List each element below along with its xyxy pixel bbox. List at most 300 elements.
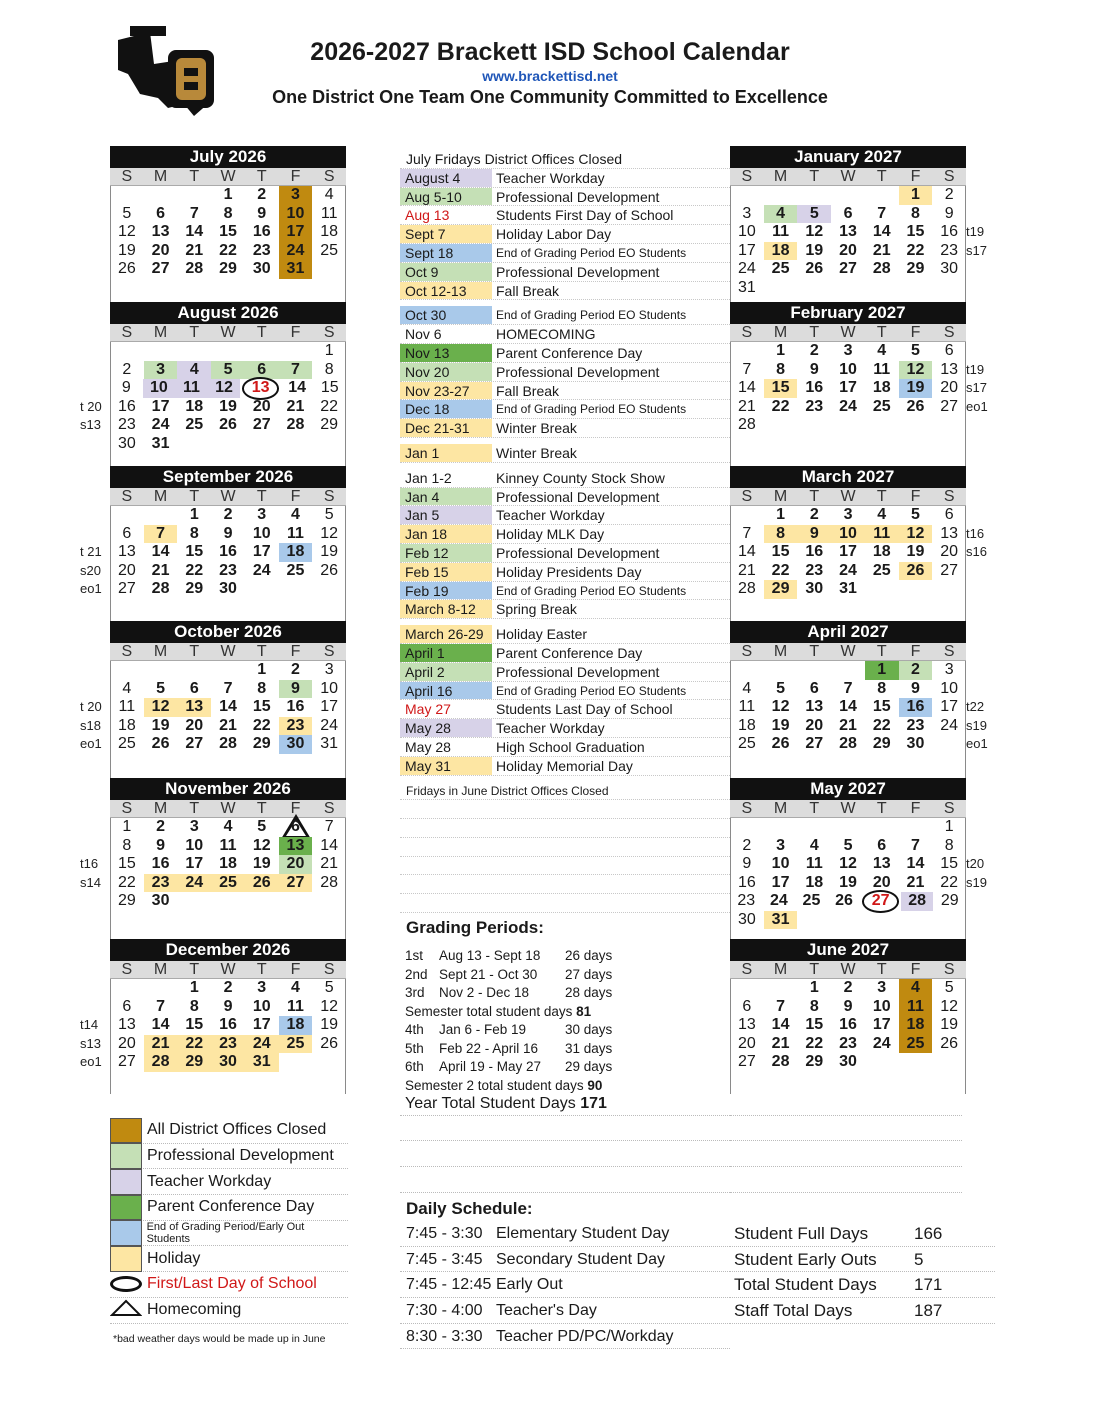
day-cell: 16 [219,1016,237,1033]
day-cell: 22 [219,241,237,259]
empty-cell [110,661,144,680]
empty-cell [865,416,899,435]
legend-label: Teacher Workday [147,1172,272,1190]
weekday-label: S [323,168,335,185]
day-cell: 6 [122,997,132,1015]
day-cell: 7 [742,360,752,378]
day-cell: 23 [279,717,313,736]
day-cell: 17 [252,543,271,560]
event-date: Aug 13 [405,207,450,224]
day-cell: 5 [911,506,920,523]
day-cell: 18 [899,1016,933,1035]
weekday-label: S [943,800,955,817]
week-row [110,543,346,562]
weekday-label: M [153,324,168,341]
day-cell: 22 [940,873,959,891]
day-cell: 5 [257,818,267,835]
weekday-label: W [840,168,856,185]
weekday-label: F [290,488,301,505]
empty-cell [764,661,798,680]
week-row [730,874,966,893]
weekday-label: M [773,961,788,978]
event-row [400,506,730,525]
day-cell: 17 [279,223,313,242]
weekday-label: T [189,800,200,817]
day-cell: 3 [324,661,334,678]
empty-cell [144,979,178,998]
day-cell: 29 [906,260,925,277]
grading-row [405,984,735,1003]
empty-cell [932,416,966,435]
event-row [400,682,730,701]
event-note: Fridays in June District Offices Closed [406,783,609,798]
day-cell: 5 [944,979,954,996]
day-cell: 27 [117,580,136,597]
day-cell: 11 [175,379,208,398]
week-row [110,525,346,544]
rule-line [730,1140,962,1141]
month-april-2027 [730,621,966,754]
day-cell: 16 [805,379,824,396]
month-title: May 2027 [730,778,966,800]
event-row [400,600,730,619]
day-cell: 1 [223,186,233,203]
total-value: 171 [914,1275,943,1295]
day-cell: 6 [843,204,853,222]
event-row [400,469,730,488]
week-row [730,698,966,717]
empty-cell [831,416,865,435]
schedule-row [400,1324,730,1350]
day-cell: 23 [211,1035,245,1054]
grading-row [405,947,735,966]
week-row [110,998,346,1017]
day-cell: 26 [219,416,237,433]
day-cell: 30 [219,580,237,597]
week-row [730,260,966,279]
event-row [400,488,730,507]
day-cell: 25 [737,735,756,752]
weekday-label: S [121,800,133,817]
color-swatch [110,1118,142,1144]
event-title: Professional Development [496,544,660,561]
weekday-label: S [741,961,753,978]
week-row [110,717,346,736]
week-row [110,398,346,417]
total-label: Student Early Outs [734,1249,877,1269]
empty-cell [312,892,346,911]
empty-cell [730,186,764,205]
event-row [400,700,730,719]
grading-cell: Sept 21 - Oct 30 [439,966,538,982]
empty-cell [279,435,313,454]
week-row [730,717,966,736]
empty-cell [899,416,933,435]
grading-cell: Feb 22 - April 16 [439,1040,539,1056]
empty-cell [899,911,933,930]
empty-cell [110,342,144,361]
attendance-note: t 21 [80,544,102,559]
weekday-header [730,488,966,506]
day-cell: 11 [865,525,899,544]
schedule-label: Teacher's Day [496,1302,597,1320]
total-label: Staff Total Days [734,1301,853,1321]
day-cell: 1 [865,661,899,680]
event-row [400,169,730,188]
day-cell: 30 [211,1053,245,1072]
week-row [110,698,346,717]
day-cell: 27 [279,874,313,893]
day-cell: 25 [185,416,204,433]
day-cell: 22 [771,397,790,415]
day-cell: 4 [877,506,887,523]
week-row [730,818,966,837]
rule-line [400,1192,730,1193]
attendance-note: s19 [966,874,987,890]
month-november-2026 [110,778,346,911]
week-row [730,525,966,544]
weekday-label: S [323,324,335,341]
attendance-note: eo1 [80,736,102,751]
empty-cell [245,580,279,599]
attendance-note: t16 [966,525,985,541]
empty-cell [764,279,798,298]
weekday-label: T [809,800,820,817]
rule-line [730,1115,962,1116]
day-cell: 14 [320,836,339,854]
day-cell: 10 [831,525,865,544]
day-cell: 1 [122,818,132,835]
weekday-header [110,800,346,818]
weekday-label: T [189,488,200,505]
event-title: Winter Break [496,444,577,461]
day-cell: 10 [252,524,271,542]
weekday-label: S [323,800,335,817]
week-row [730,1016,966,1035]
event-date: Sept 7 [400,225,492,243]
day-cell: 20 [940,379,959,396]
day-cell: 21 [906,873,925,891]
event-date: Jan 18 [400,525,492,543]
event-title: Parent Conference Day [496,344,643,361]
day-cell: 24 [252,561,271,579]
month-title: December 2026 [110,939,346,961]
month-may-2027 [730,778,966,929]
weekday-label: M [153,488,168,505]
week-row [730,661,966,680]
day-cell: 18 [737,716,756,734]
grading-cell: 29 days [565,1059,613,1074]
day-cell: 20 [872,873,891,891]
day-cell: 4 [291,979,300,996]
grading-total [405,1003,735,1022]
header [0,0,1100,150]
event-title: Holiday Easter [496,626,588,643]
event-date: Oct 9 [400,263,492,281]
empty-cell [899,279,933,298]
day-cell: 27 [185,735,204,752]
weekday-label: M [153,168,168,185]
schedule-row [400,1298,730,1324]
day-cell: 9 [843,997,853,1015]
day-cell: 31 [279,260,313,279]
weekday-label: F [910,800,921,817]
day-cell: 12 [144,698,178,717]
empty-cell [865,580,899,599]
grading-cell: 30 days [565,1022,613,1037]
empty-cell [797,818,831,837]
total-value: 166 [914,1224,943,1243]
month-october-2026 [110,621,346,754]
day-cell: 14 [872,223,891,240]
event-title: Teacher Workday [496,720,605,737]
total-label: Student Full Days [734,1224,869,1243]
day-cell: 23 [737,892,756,909]
weekday-label: W [220,168,236,185]
day-cell: 7 [911,836,920,854]
day-cell: 9 [223,524,233,542]
weekday-label: S [741,488,753,505]
empty-cell [144,186,178,205]
weekday-label: S [943,961,955,978]
weekday-label: F [290,643,301,660]
day-cell: 30 [839,1053,857,1070]
day-cell: 3 [877,979,887,996]
day-cell: 13 [242,377,279,400]
day-cell: 1 [776,506,786,523]
week-row [730,1035,966,1054]
day-cell: 7 [223,679,233,697]
event-title: Professional Development [496,363,660,380]
day-cell: 12 [899,361,933,380]
day-cell: 19 [320,543,339,560]
day-cell: 23 [117,416,136,433]
schedule-time: 8:30 - 3:30 [406,1327,483,1345]
weekday-label: W [220,643,236,660]
week-row [730,1053,966,1072]
weekday-label: T [256,643,267,660]
day-cell: 14 [839,698,857,715]
weekday-label: F [910,168,921,185]
event-date: Jan 1-2 [405,469,452,486]
weekday-label: F [910,324,921,341]
weekday-label: F [290,324,301,341]
event-row [400,282,730,301]
day-cell: 2 [809,506,819,523]
empty-cell [312,1053,346,1072]
event-row [400,644,730,663]
day-cell: 29 [252,735,271,752]
day-cell: 30 [252,260,271,277]
day-cell: 24 [839,561,857,579]
day-cell: 18 [117,716,136,734]
weekday-label: F [910,488,921,505]
event-title: Professional Development [496,188,660,205]
day-cell: 17 [839,543,857,560]
event-date: Oct 30 [400,306,492,324]
weekday-header [730,643,966,661]
blank-row [400,894,730,913]
event-title: Kinney County Stock Show [496,469,665,486]
day-cell: 21 [144,1035,178,1054]
weekday-label: F [290,168,301,185]
day-cell: 2 [809,342,819,359]
day-cell: 8 [877,679,887,697]
empty-cell [110,506,144,525]
day-cell: 13 [940,360,959,378]
day-cell: 18 [219,855,237,872]
week-row [110,1016,346,1035]
day-cell: 18 [185,397,204,415]
week-row [110,260,346,279]
day-cell: 30 [279,735,313,754]
weekday-label: S [121,643,133,660]
weekday-header [110,643,346,661]
event-row [400,757,730,776]
day-cell: 6 [944,506,954,523]
schedule-label: Teacher PD/PC/Workday [496,1327,674,1345]
day-cell: 10 [839,360,857,378]
event-note: July Fridays District Offices Closed [406,151,623,167]
week-row [110,416,346,435]
legend-label: Parent Conference Day [147,1198,315,1216]
event-title: Teacher Workday [496,169,605,186]
day-cell: 17 [940,698,959,715]
day-cell: 5 [797,205,831,224]
empty-cell [764,186,798,205]
month-title: June 2027 [730,939,966,961]
day-cell: 15 [906,223,925,240]
schedule-row [400,1272,730,1298]
week-row [110,1053,346,1072]
empty-cell [177,661,211,680]
weekday-label: W [840,800,856,817]
day-cell: 16 [805,543,824,560]
week-row [110,979,346,998]
day-cell: 13 [279,837,313,856]
day-cell: 17 [872,1016,891,1033]
weekday-header [730,961,966,979]
weekday-label: M [773,324,788,341]
day-cell: 20 [805,716,824,734]
weekday-label: T [189,324,200,341]
empty-cell [211,342,245,361]
day-cell: 25 [117,735,136,752]
month-title: August 2026 [110,302,346,324]
day-cell: 15 [185,1016,204,1033]
event-title: Teacher Workday [496,507,605,524]
day-cell: 18 [872,379,891,396]
weekday-label: T [256,800,267,817]
event-date: March 8-12 [400,600,492,618]
schedule-title: Daily Schedule: [406,1199,533,1218]
day-cell: 12 [117,223,136,240]
day-cell: 21 [737,397,756,415]
day-cell: 7 [189,204,199,222]
event-row [400,325,730,344]
day-cell: 15 [252,698,271,715]
attendance-note: t22 [966,699,985,714]
day-cell: 18 [805,873,824,891]
day-cell: 30 [737,910,756,928]
color-swatch [110,1220,142,1246]
schedule-row [400,1221,730,1247]
day-cell: 13 [117,1016,136,1033]
day-cell: 16 [839,1016,857,1033]
day-cell: 16 [286,698,305,715]
month-title: March 2027 [730,466,966,488]
event-title: Holiday MLK Day [496,526,605,543]
weekday-label: W [220,800,236,817]
empty-cell [797,186,831,205]
week-row [730,837,966,856]
day-cell: 27 [117,1053,136,1070]
website-link[interactable]: www.brackettisd.net [482,68,618,84]
attendance-note: eo1 [966,398,988,414]
attendance-note: s19 [966,717,987,733]
weekday-label: T [809,168,820,185]
day-cell: 14 [219,698,237,715]
weekday-label: T [876,800,887,817]
grading-row [405,1058,735,1077]
empty-cell [144,661,178,680]
day-cell: 1 [324,342,334,359]
event-date: May 28 [400,719,492,737]
day-cell: 28 [737,580,756,597]
day-cell: 26 [906,397,925,415]
day-cell: 18 [279,1016,313,1035]
day-cell: 16 [252,223,271,240]
day-cell: 21 [219,716,237,734]
day-cell: 6 [122,524,132,542]
event-row [400,782,730,801]
day-cell: 2 [291,661,300,678]
day-cell: 31 [764,911,798,930]
day-cell: 2 [122,360,132,378]
day-cell: 10 [320,679,339,697]
weekday-label: S [741,800,753,817]
empty-cell [144,342,178,361]
day-cell: 15 [185,543,204,560]
attendance-note: t19 [966,361,985,377]
day-cell: 19 [117,241,136,259]
day-cell: 3 [742,204,752,222]
legend-item [110,1246,348,1272]
day-cell: 12 [320,524,339,542]
event-title: End of Grading Period EO Students [496,583,687,598]
day-cell: 22 [185,561,204,579]
weekday-label: F [290,961,301,978]
event-date: Nov 20 [400,363,492,381]
day-cell: 3 [944,661,954,678]
oval-icon [110,1276,142,1292]
attendance-note: s13 [80,417,101,432]
blank-row [400,857,730,876]
empty-cell [764,979,798,998]
empty-cell [110,186,144,205]
empty-cell [730,979,764,998]
empty-cell [177,186,211,205]
event-title: Professional Development [496,663,660,680]
day-cell: 22 [906,241,925,259]
day-cell: 5 [156,679,166,697]
day-cell: 14 [151,1016,170,1033]
weekday-label: W [220,324,236,341]
day-cell: 25 [872,561,891,579]
day-cell: 26 [320,1034,339,1052]
empty-cell [899,1053,933,1072]
empty-cell [110,979,144,998]
